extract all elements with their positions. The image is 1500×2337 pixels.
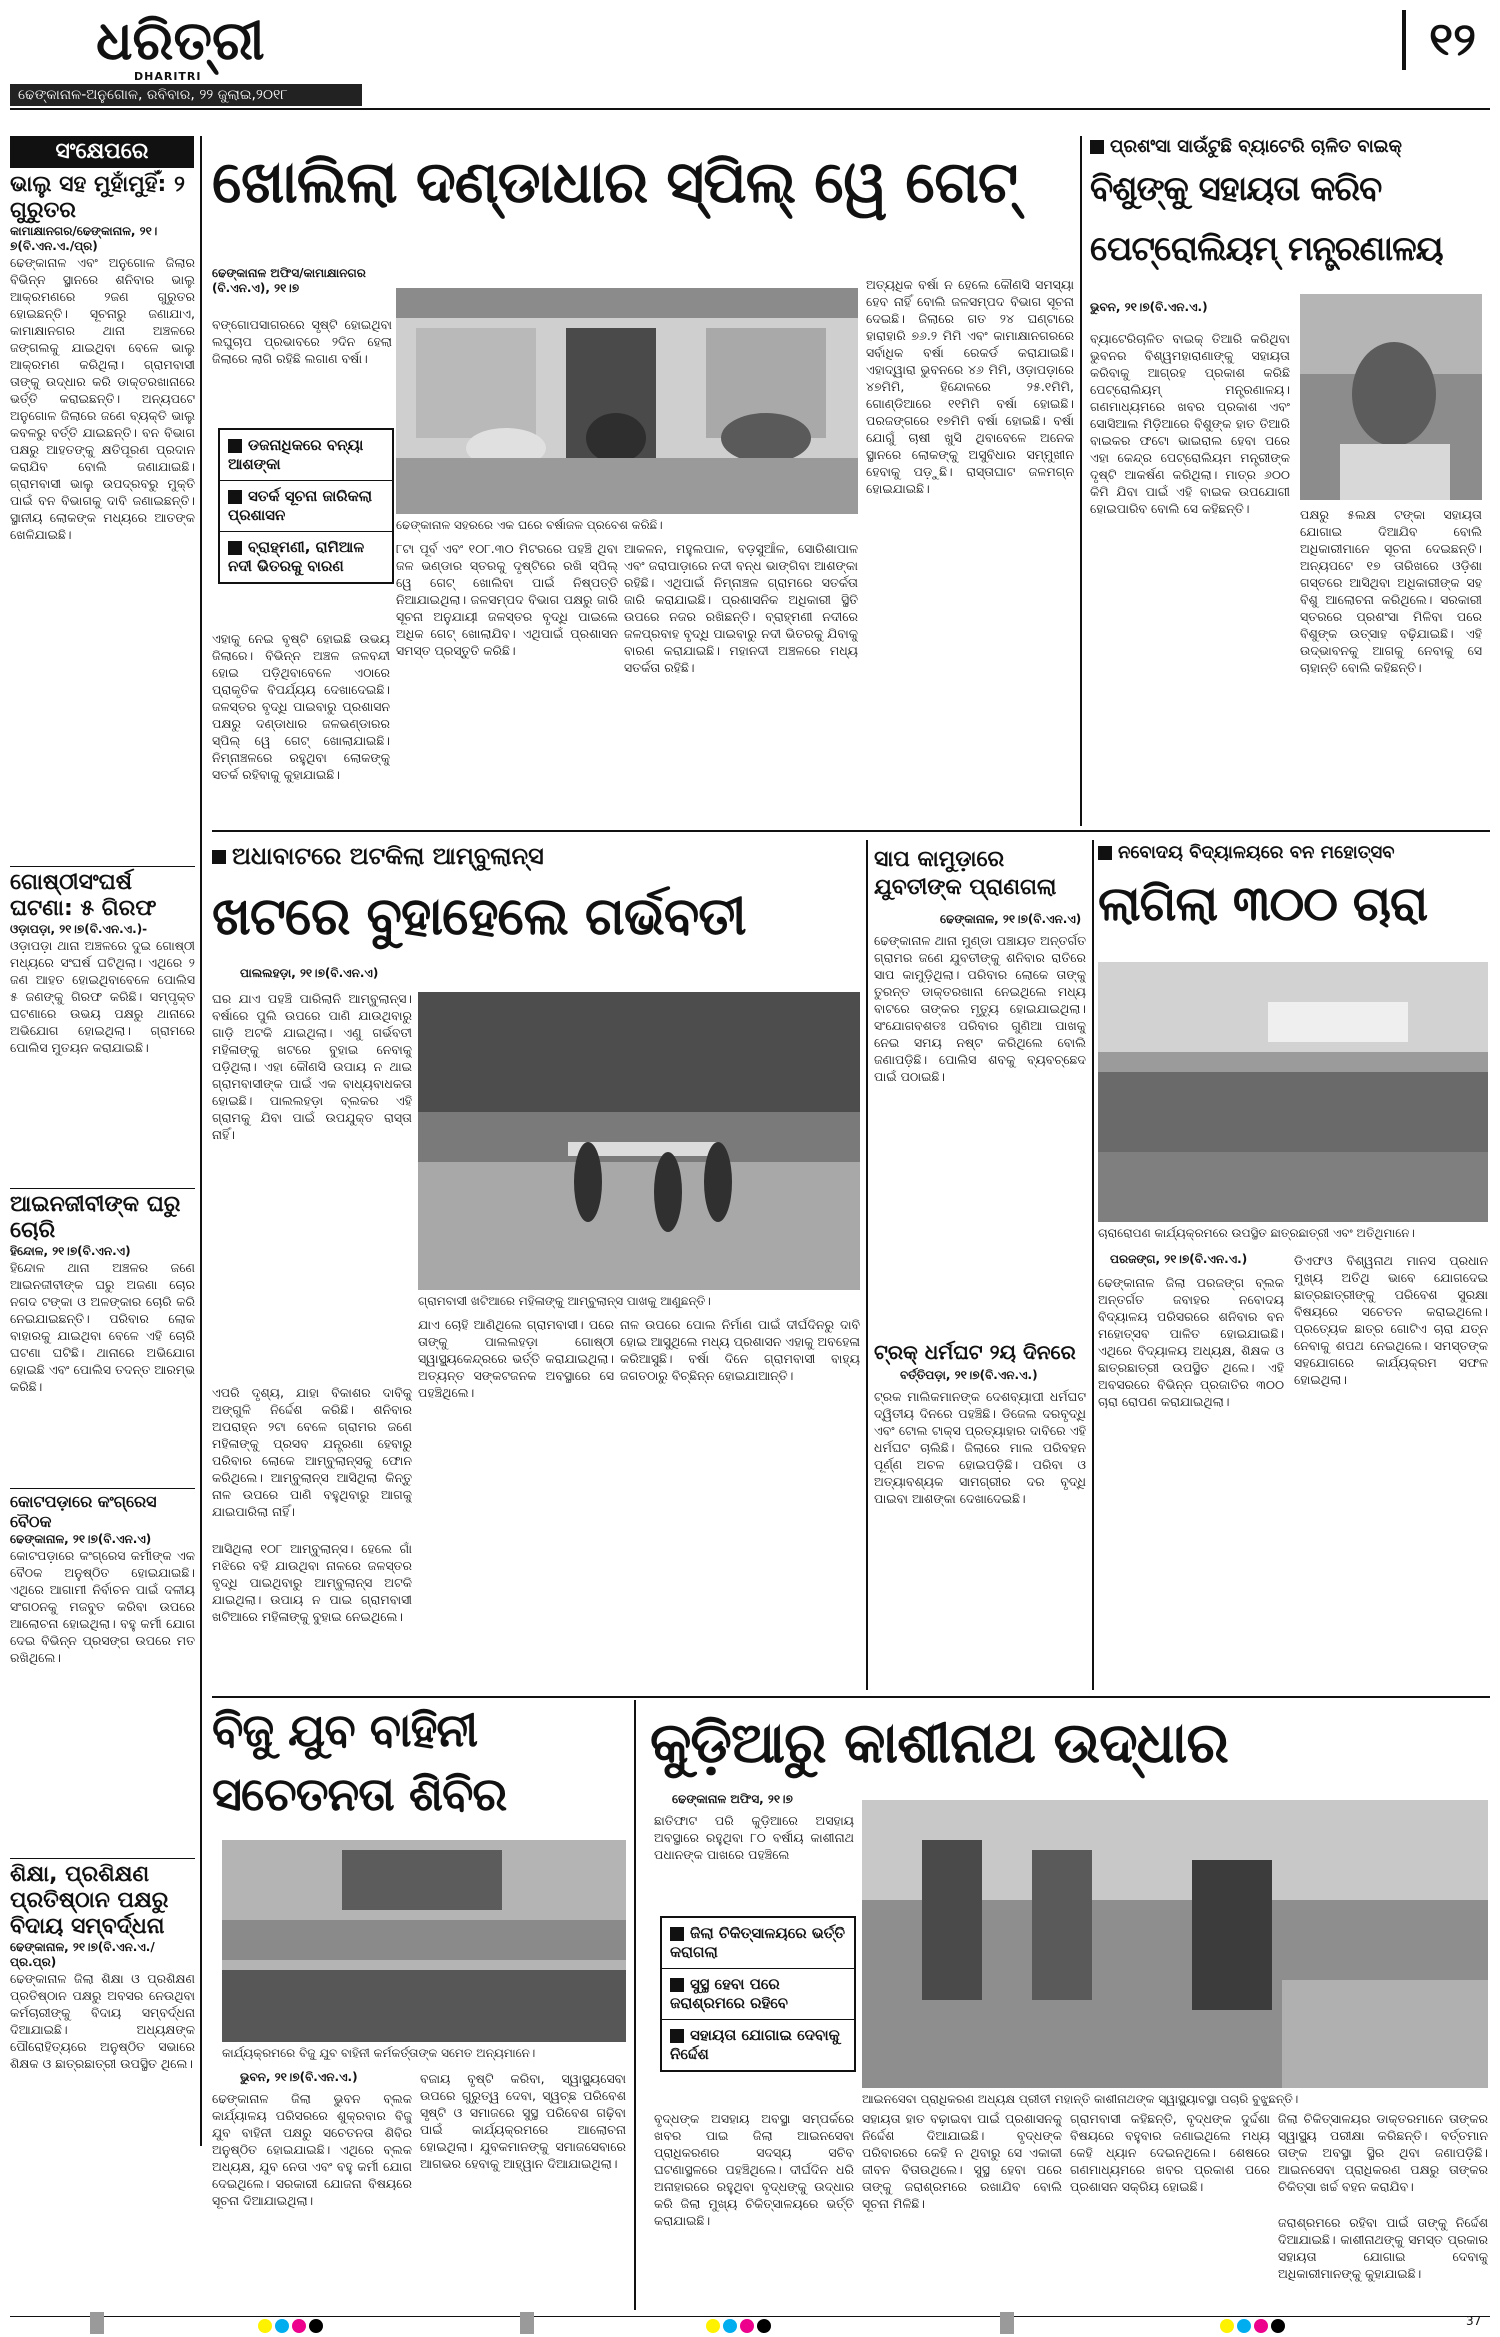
brief-title: ଆଇନଜୀବୀଙ୍କ ଘରୁ ଚୋରି bbox=[10, 1192, 181, 1243]
cyan-dot-icon bbox=[275, 2319, 289, 2333]
bike-col1: ବ୍ୟାଟେରିଚାଳିତ ବାଇକ୍ ତିଆରି କରିଥିବା ଭୁବନର ବିଶ୍ୱମହାରାଣାଙ୍କୁ ସହାୟତା କରିବାକୁ ଆଗ୍ରହ ପ୍ରକାଶ କରିଛି ପେଟ୍ରୋଲିୟମ୍ ମନ୍ତ୍ରଣାଳୟ। ଗଣମାଧ୍ୟମରେ ଖବର ପ୍ରକାଶ ଏବଂ ସୋସିଆଲ ମିଡ଼ିଆରେ ବିଶୁଙ୍କ ହାତ ତିଆରି ବାଇକର ଫଟୋ ଭାଇରାଲ ହେବା ପରେ ଏହା କେନ୍ଦ୍ର ପେଟ୍ରୋଲିୟମ ମନ୍ତ୍ରୀଙ୍କ ଦୃଷ୍ଟି ଆକର୍ଷଣ କରିଥିଲା। ମାତ୍ର ୬୦୦ କିମି ଯିବା ପାଇଁ ଏହି ବାଇକ ଉପଯୋଗୀ ହୋଇପାରିବ ବୋଲି ସେ କହିଛନ୍ତି। bbox=[1090, 331, 1290, 516]
callout-item: ବ୍ରାହ୍ମଣୀ, ରାମିଆଳ ନଦୀ ଭିତରକୁ ବାରଣ bbox=[228, 538, 365, 575]
bjd-headline-line1: ବିଜୁ ଯୁବ ବାହିନୀ bbox=[212, 1703, 478, 1757]
column-divider bbox=[634, 1700, 636, 2310]
kashinath-col5: ଜରାଶ୍ରମରେ ରହିବା ପାଇଁ ତାଙ୍କୁ ନିର୍ଦ୍ଦେଶ ଦିଆଯାଇଛି। କାଶୀନାଥଙ୍କୁ ସମସ୍ତ ପ୍ରକାର ସହାୟତା ଯୋଗାଇ ଦେବାକୁ ଅଧିକାରୀମାନଙ୍କୁ କୁହାଯାଇଛି। bbox=[1278, 2215, 1488, 2281]
ambulance-bottom-col2: ଯାଏ ଚୋହି ଆଣିଥିଲେ ଗ୍ରାମବାସୀ। ପରେ ତାଙ୍କୁ ପାଲଲହଡ଼ା ଗୋଷ୍ଠୀ ସ୍ୱାସ୍ଥ୍ୟକେନ୍ଦ୍ରରେ ଭର୍ତ୍ତି କରାଯାଇଥିଲା। ଅତ୍ୟନ୍ତ ସଙ୍କଟଜନକ ଅବସ୍ଥାରେ ସେ ପହଞ୍ଚିଥିଲେ। bbox=[418, 1317, 614, 1400]
bike-byline: ଭୁବନ, ୨୧।୭(ବି.ଏନ.ଏ.) bbox=[1090, 300, 1208, 314]
brief-body: ଢେଙ୍କାନାଳ ଜିଲା ଶିକ୍ଷା ଓ ପ୍ରଶିକ୍ଷଣ ପ୍ରତିଷ୍ଠାନ ପକ୍ଷରୁ ଅବସର ନେଉଥିବା କର୍ମଚାରୀଙ୍କୁ ବିଦାୟ ସମ୍ବର୍ଦ୍ଧନା ଦିଆଯାଇଛି। ଅଧ୍ୟକ୍ଷଙ୍କ ପୌରୋହିତ୍ୟରେ ଅନୁଷ୍ଠିତ ସଭାରେ ଶିକ୍ଷକ ଓ ଛାତ୍ରଛାତ୍ରୀ ଉପସ୍ଥିତ ଥିଲେ। bbox=[10, 1971, 195, 2071]
snake-body: ଢେଙ୍କାନାଳ ଥାନା ମୁଣ୍ଡା ପଞ୍ଚାୟତ ଅନ୍ତର୍ଗତ ଗ୍ରାମର ଜଣେ ଯୁବତୀଙ୍କୁ ଶନିବାର ରାତିରେ ସାପ କାମୁଡ଼ିଥିଲା। ପରିବାର ଲୋକେ ତାଙ୍କୁ ତୁରନ୍ତ ଡାକ୍ତରଖାନା ନେଇଥିଲେ ମଧ୍ୟ ବାଟରେ ତାଙ୍କର ମୃତ୍ୟୁ ହୋଇଯାଇଥିଲା। ସଂଯୋଗବଶତଃ ପରିବାର ଗୁଣିଆ ପାଖକୁ ନେଇ ସମୟ ନଷ୍ଟ କରିଥିଲେ ବୋଲି ଜଣାପଡ଼ିଛି। ପୋଲିସ ଶବକୁ ବ୍ୟବଚ୍ଛେଦ ପାଇଁ ପଠାଇଛି। bbox=[874, 933, 1086, 1084]
registration-block bbox=[90, 2312, 104, 2334]
bullet-square-icon bbox=[670, 2029, 684, 2043]
black-dot-icon bbox=[309, 2319, 323, 2333]
bike-kicker: ପ୍ରଶଂସା ସାଉଁଟୁଛି ବ୍ୟାଟେରି ଚାଳିତ ବାଇକ୍ bbox=[1090, 136, 1490, 157]
plantation-headline: ଲାଗିଲା ୩୦୦ ଚାରା bbox=[1098, 876, 1428, 932]
ambulance-byline: ପାଲଲହଡ଼ା, ୨୧।୭(ବି.ଏନ.ଏ) bbox=[240, 966, 379, 980]
sidebar-divider bbox=[200, 136, 202, 2146]
kicker-square-icon bbox=[1090, 140, 1104, 154]
black-dot-icon bbox=[1271, 2319, 1285, 2333]
section-rule bbox=[212, 1696, 1490, 1698]
top-story-callout bbox=[218, 428, 394, 584]
bike-headline-line2: ପେଟ୍ରୋଲିୟମ୍ ମନ୍ତ୍ରଣାଳୟ bbox=[1090, 229, 1443, 269]
bjd-headline-line2: ସଚେତନତା ଶିବିର bbox=[212, 1767, 507, 1821]
cyan-dot-icon bbox=[1237, 2319, 1251, 2333]
plantation-photo-caption: ଚାରାରୋପଣ କାର୍ଯ୍ୟକ୍ରମରେ ଉପସ୍ଥିତ ଛାତ୍ରଛାତ୍ରୀ ଏବଂ ଅତିଥିମାନେ। bbox=[1098, 1226, 1415, 1240]
brief-byline: ଓଡ଼ାପଡ଼ା, ୨୧।୭(ବି.ଏନ.ଏ.)- bbox=[10, 922, 148, 936]
brief-congress-meeting bbox=[10, 1492, 195, 1847]
brief-byline: ଢେଙ୍କାନାଳ, ୨୧।୭(ବି.ଏନ.ଏ./ପ୍ର.ପ୍ର) bbox=[10, 1940, 155, 1969]
snake-byline: ଢେଙ୍କାନାଳ, ୨୧।୭(ବି.ଏନ.ଏ) bbox=[940, 912, 1082, 926]
color-registration-marks bbox=[1220, 2318, 1288, 2337]
brief-separator bbox=[10, 1858, 195, 1859]
kicker-square-icon bbox=[1098, 846, 1112, 860]
bjd-col1: ଢେଙ୍କାନାଳ ଜିଲା ଭୁବନ ବ୍ଲକ କାର୍ଯ୍ୟାଳୟ ପରିସରରେ ଶୁକ୍ରବାର ବିଜୁ ଯୁବ ବାହିନୀ ପକ୍ଷରୁ ସଚେତନତା ଶିବିର ଅନୁଷ୍ଠିତ ହୋଇଯାଇଛି। ଏଥିରେ ବ୍ଲକ ଅଧ୍ୟକ୍ଷ, ଯୁବ ନେତା ଏବଂ ବହୁ କର୍ମୀ ଯୋଗ ଦେଇଥିଲେ। ସରକାରୀ ଯୋଜନା ବିଷୟରେ ସୂଚନା ଦିଆଯାଇଥିଲା। bbox=[212, 2091, 412, 2208]
kashinath-byline: ଢେଙ୍କାନାଳ ଅଫିସ, ୨୧।୭ bbox=[672, 1792, 793, 1806]
top-story-col1: ବଙ୍ଗୋପସାଗରରେ ସୃଷ୍ଟି ହୋଇଥିବା ଲଘୁଚାପ ପ୍ରଭାବରେ ୨ଦିନ ହେଲା ଜିଲାରେ ଲାଗି ରହିଛି ଲଗାଣ ବର୍ଷା। bbox=[212, 317, 392, 366]
magenta-dot-icon bbox=[740, 2319, 754, 2333]
masthead-logo-sub: DHARITRI bbox=[134, 70, 202, 83]
brief-clash bbox=[10, 870, 195, 1187]
section-rule bbox=[212, 830, 1490, 832]
registration-block bbox=[520, 2312, 534, 2334]
bike-inventor-photo bbox=[1300, 294, 1482, 500]
top-story-byline: ଢେଙ୍କାନାଳ ଅଫିସ/କାମାକ୍ଷାନଗର (ବି.ଏନ.ଏ), ୨୧।୭ bbox=[212, 266, 366, 295]
bullet-square-icon bbox=[228, 439, 242, 453]
flood-photo-caption: ଢେଙ୍କାନାଳ ସହରରେ ଏକ ଘରେ ବର୍ଷାଜଳ ପ୍ରବେଶ କରିଛି। bbox=[396, 518, 663, 532]
yellow-dot-icon bbox=[1220, 2319, 1234, 2333]
yellow-dot-icon bbox=[258, 2319, 272, 2333]
brief-body: ହିନ୍ଦୋଳ ଥାନା ଅଞ୍ଚଳର ଜଣେ ଆଇନଜୀବୀଙ୍କ ଘରୁ ଅଜଣା ଚୋର ନଗଦ ଟଙ୍କା ଓ ଅଳଙ୍କାର ଚୋରି କରି ନେଇଯାଇଛନ୍ତି। ପରିବାର ଲୋକ ବାହାରକୁ ଯାଇଥିବା ବେଳେ ଏହି ଚୋରି ଘଟଣା ଘଟିଛି। ଥାନାରେ ଅଭିଯୋଗ ହୋଇଛି ଏବଂ ପୋଲିସ ତଦନ୍ତ ଆରମ୍ଭ କରିଛି। bbox=[10, 1260, 195, 1394]
top-story-col2: ୮ଟା ପୂର୍ବ ଏବଂ ୧୦୮.୩୦ ମିଟରରେ ପହଞ୍ଚି ଥିବା ଜଳ ଭଣ୍ଡାର ସ୍ତରକୁ ଦୃଷ୍ଟିରେ ରଖି ସ୍ପିଲ୍ ୱେ ଗେଟ୍ ଖୋଲିବା ପାଇଁ ନିଷ୍ପତ୍ତି ନିଆଯାଇଥିଲା। ଜଳସମ୍ପଦ ବିଭାଗ ପକ୍ଷରୁ ଜାରି ସୂଚନା ଅନୁଯାୟୀ ଜଳସ୍ତର ବୃଦ୍ଧି ପାଇଲେ ଅଧିକ ଗେଟ୍ ଖୋଲାଯିବ। ଏଥିପାଇଁ ପ୍ରଶାସନ ସମସ୍ତ ପ୍ରସ୍ତୁତି କରିଛି। bbox=[396, 541, 618, 658]
masthead-divider bbox=[1402, 10, 1406, 70]
column-divider bbox=[866, 840, 868, 1690]
kashinath-photo-caption: ଆଇନସେବା ପ୍ରାଧିକରଣ ଅଧ୍ୟକ୍ଷ ପ୍ରୀତୀ ମହାନ୍ତି କାଶୀନାଥଙ୍କ ସ୍ୱାସ୍ଥ୍ୟାବସ୍ଥା ପଚାରି ବୁଝୁଛନ୍ତି। bbox=[862, 2092, 1299, 2106]
callout-item: ସହାୟତା ଯୋଗାଇ ଦେବାକୁ ନିର୍ଦ୍ଦେଶ bbox=[670, 2026, 840, 2063]
brief-bear-attack bbox=[10, 172, 195, 874]
footer-rule bbox=[10, 2316, 1490, 2317]
ambulance-photo-caption: ଗ୍ରାମବାସୀ ଖଟିଆରେ ମହିଳାଙ୍କୁ ଆମ୍ବୁଲାନ୍ସ ପାଖକୁ ଆଣୁଛନ୍ତି। bbox=[418, 1294, 711, 1308]
bjd-photo-caption: କାର୍ଯ୍ୟକ୍ରମରେ ବିଜୁ ଯୁବ ବାହିନୀ କର୍ମକର୍ତ୍ତାଙ୍କ ସମେତ ଅନ୍ୟମାନେ। bbox=[222, 2046, 536, 2060]
plantation-group-image bbox=[1098, 962, 1488, 1222]
bullet-square-icon bbox=[670, 1978, 684, 1992]
folio-number: 37 bbox=[1466, 2314, 1482, 2328]
bullet-square-icon bbox=[228, 541, 242, 555]
brief-byline: କାମାକ୍ଷାନଗର/ଢେଙ୍କାନାଳ, ୨୧।୭(ବି.ଏନ.ଏ./ପ୍ର) bbox=[10, 224, 158, 253]
portrait-image bbox=[1300, 294, 1482, 500]
brief-title: ଶିକ୍ଷା, ପ୍ରଶିକ୍ଷଣ ପ୍ରତିଷ୍ଠାନ ପକ୍ଷରୁ ବିଦାୟ ସମ୍ବର୍ଦ୍ଧନା bbox=[10, 1862, 169, 1939]
brief-body: ଢେଙ୍କାନାଳ ଏବଂ ଅନୁଗୋଳ ଜିଲାର ବିଭିନ୍ନ ସ୍ଥାନରେ ଶନିବାର ଭାଲୁ ଆକ୍ରମଣରେ ୨ଜଣ ଗୁରୁତର ହୋଇଛନ୍ତି। ସୂଚନାରୁ ଜଣାଯାଏ, କାମାକ୍ଷାନଗର ଥାନା ଅଞ୍ଚଳରେ ଜଙ୍ଗଲକୁ ଯାଇଥିବା ବେଳେ ଭାଲୁ ଆକ୍ରମଣ କରିଥିଲା। ଗ୍ରାମବାସୀ ତାଙ୍କୁ ଉଦ୍ଧାର କରି ଡାକ୍ତରଖାନାରେ ଭର୍ତ୍ତି କରାଇଛନ୍ତି। ଅନ୍ୟପଟେ ଅନୁଗୋଳ ଜିଲାରେ ଜଣେ ବ୍ୟକ୍ତି ଭାଲୁ କବଳରୁ ବର୍ତ୍ତି ଯାଇଛନ୍ତି। ବନ ବିଭାଗ ପକ୍ଷରୁ ଆହତଙ୍କୁ କ୍ଷତିପୂରଣ ପ୍ରଦାନ କରାଯିବ ବୋଲି ଜଣାଯାଇଛି। ଗ୍ରାମବାସୀ ଭାଲୁ ଉପଦ୍ରବରୁ ମୁକ୍ତି ପାଇଁ ବନ ବିଭାଗକୁ ଦାବି ଜଣାଇଛନ୍ତି। ସ୍ଥାନୀୟ ଲୋକଙ୍କ ମଧ୍ୟରେ ଆତଙ୍କ ଖେଳିଯାଇଛି। bbox=[10, 255, 195, 542]
top-story-col1b: ଏହାକୁ ନେଇ ବୃଷ୍ଟି ହୋଇଛି ଉଭୟ ଜିଲାରେ। ବିଭିନ୍ନ ଅଞ୍ଚଳ ଜଳବନ୍ଦୀ ହୋଇ ପଡ଼ିଥିବାବେଳେ ଏଠାରେ ପ୍ରାକୃତିକ ବିପର୍ଯ୍ୟୟ ଦେଖାଦେଇଛି। ଜଳସ୍ତର ବୃଦ୍ଧି ପାଇବାରୁ ପ୍ରଶାସନ ପକ୍ଷରୁ ଦଣ୍ଡାଧାର ଜଳଭଣ୍ଡାରର ସ୍ପିଲ୍ ୱେ ଗେଟ୍ ଖୋଲାଯାଇଛି। ନିମ୍ନାଞ୍ଚଳରେ ରହୁଥିବା ଲୋକଙ୍କୁ ସତର୍କ ରହିବାକୁ କୁହାଯାଇଛି। bbox=[212, 631, 390, 782]
page-number: ୧୨ bbox=[1429, 12, 1476, 66]
cyan-dot-icon bbox=[723, 2319, 737, 2333]
color-registration-marks bbox=[258, 2318, 326, 2337]
kicker-square-icon bbox=[212, 850, 226, 864]
top-story-col3: ଆକଳନ, ମହୁଲପାଳ, ବଡ଼ସୁଆଁଳ, ସୋରିଶାପାଳ ଏବଂ ଜରାପାଡ଼ାରେ ନଦୀ ବନ୍ଧ ଭାଙ୍ଗିବା ଆଶଙ୍କା ରହିଛି। ଏଥିପାଇଁ ନିମ୍ନାଞ୍ଚଳ ଗ୍ରାମରେ ସତର୍କତା ଜାରି କରାଯାଇଛି। ପ୍ରଶାସନିକ ଅଧିକାରୀ ସ୍ଥିତି ଉପରେ ନଜର ରଖିଛନ୍ତି। ବ୍ରାହ୍ମଣୀ ନଦୀରେ ଜଳପ୍ରବାହ ବୃଦ୍ଧି ପାଇବାରୁ ନଦୀ ଭିତରକୁ ଯିବାକୁ ବାରଣ କରାଯାଇଛି। ମହାନଦୀ ଅଞ୍ଚଳରେ ମଧ୍ୟ ସତର୍କତା ରହିଛି। bbox=[624, 541, 858, 675]
ambulance-photo bbox=[418, 992, 860, 1290]
kashinath-headline: କୁଡ଼ିଆରୁ କାଶୀନାଥ ଉଦ୍ଧାର bbox=[650, 1711, 1228, 1776]
flood-photo bbox=[396, 288, 858, 514]
brief-byline: ଢେଙ୍କାନାଳ, ୨୧।୭(ବି.ଏନ.ଏ) bbox=[10, 1532, 152, 1546]
snake-headline: ସାପ କାମୁଡ଼ାରେ ଯୁବତୀଙ୍କ ପ୍ରାଣଗଲା bbox=[874, 847, 1057, 900]
kashinath-photo bbox=[862, 1800, 1488, 2088]
masthead-logo: ଧରିତ୍ରୀ bbox=[96, 8, 265, 72]
flood-rescue-image bbox=[418, 992, 860, 1290]
brief-title: ଗୋଷ୍ଠୀସଂଘର୍ଷ ଘଟଣା: ୫ ଗିରଫ bbox=[10, 870, 157, 921]
kashinath-col4: ଜିଲା ଚିକିତ୍ସାଳୟର ଡାକ୍ତରମାନେ ତାଙ୍କର ସ୍ୱାସ୍ଥ୍ୟ ପରୀକ୍ଷା କରିଛନ୍ତି। ବର୍ତ୍ତମାନ ତାଙ୍କ ଅବସ୍ଥା ସ୍ଥିର ଥିବା ଜଣାପଡ଼ିଛି। ଆଇନସେବା ପ୍ରାଧିକରଣ ପକ୍ଷରୁ ତାଙ୍କର ଚିକିତ୍ସା ଖର୍ଚ୍ଚ ବହନ କରାଯିବ। bbox=[1278, 2111, 1488, 2194]
bjd-photo bbox=[222, 1840, 626, 2042]
header-rule bbox=[10, 108, 1490, 110]
black-dot-icon bbox=[757, 2319, 771, 2333]
plantation-byline: ପରଜଙ୍ଗ, ୨୧।୭(ବି.ଏନ.ଏ.) bbox=[1110, 1252, 1248, 1266]
ambulance-bottom-col3: ନାଳ ଉପରେ ପୋଲ ନିର୍ମାଣ ପାଇଁ ଦୀର୍ଘଦିନରୁ ଦାବି ହୋଇ ଆସୁଥିଲେ ମଧ୍ୟ ପ୍ରଶାସନ ଏହାକୁ ଅବହେଳା କରିଆସୁଛି। ବର୍ଷା ଦିନେ ଗ୍ରାମବାସୀ ବାହ୍ୟ ଜଗତଠାରୁ ବିଚ୍ଛିନ୍ନ ହୋଇଯାଆନ୍ତି। bbox=[620, 1317, 860, 1383]
kashinath-col1: ବୃଦ୍ଧଙ୍କ ଅସହାୟ ଅବସ୍ଥା ସମ୍ପର୍କରେ ଖବର ପାଇ ଜିଲା ଆଇନସେବା ପ୍ରାଧିକରଣର ସଦସ୍ୟ ସଚିବ ଘଟଣାସ୍ଥଳରେ ପହଞ୍ଚିଥିଲେ। ଦୀର୍ଘଦିନ ଧରି ଅନାହାରରେ ରହୁଥିବା ବୃଦ୍ଧଙ୍କୁ ଉଦ୍ଧାର କରି ଜିଲା ମୁଖ୍ୟ ଚିକିତ୍ସାଳୟରେ ଭର୍ତ୍ତି କରାଯାଇଛି। bbox=[654, 2111, 854, 2228]
flood-photo-image bbox=[396, 288, 858, 514]
ambulance-col1: ଘର ଯାଏ ପହଞ୍ଚି ପାରିଲାନି ଆମ୍ବୁଲାନ୍ସ। ବର୍ଷାରେ ପୁଲି ଉପରେ ପାଣି ଯାଉଥିବାରୁ ଗାଡ଼ି ଅଟକି ଯାଇଥିଲା। ଏଣୁ ଗର୍ଭବତୀ ମହିଳାଙ୍କୁ ଖଟରେ ବୁହାଇ ନେବାକୁ ପଡ଼ିଥିଲା। ଏହା କୌଣସି ଉପାୟ ନ ଥାଇ ଗ୍ରାମବାସୀଙ୍କ ପାଇଁ ଏକ ବାଧ୍ୟବାଧକତା ହୋଇଛି। ପାଲଲହଡ଼ା ବ୍ଲକର ଏହି ଗ୍ରାମକୁ ଯିବା ପାଇଁ ଉପଯୁକ୍ତ ରାସ୍ତା ନାହିଁ। bbox=[212, 991, 412, 1142]
column-divider bbox=[1092, 840, 1094, 1690]
yellow-dot-icon bbox=[706, 2319, 720, 2333]
color-registration-marks bbox=[706, 2318, 774, 2337]
plantation-col2: ଡିଏଫଓ ବିଶ୍ୱନାଥ ମାନସ ପ୍ରଧାନ ମୁଖ୍ୟ ଅତିଥି ଭାବେ ଯୋଗଦେଇ ଛାତ୍ରଛାତ୍ରୀଙ୍କୁ ପରିବେଶ ସୁରକ୍ଷା ବିଷୟରେ ସଚେତନ କରାଇଥିଲେ। ପ୍ରତ୍ୟେକ ଛାତ୍ର ଗୋଟିଏ ଚାରା ଯତ୍ନ ନେବାକୁ ଶପଥ ନେଇଥିଲେ। ସମସ୍ତଙ୍କ ସହଯୋଗରେ କାର୍ଯ୍ୟକ୍ରମ ସଫଳ ହୋଇଥିଲା। bbox=[1294, 1253, 1488, 1387]
registration-block bbox=[1000, 2312, 1014, 2334]
truck-byline: ବର୍ତ୍ତିପଡ଼ା, ୨୧।୭(ବି.ଏନ.ଏ.) bbox=[900, 1368, 1038, 1382]
bullet-square-icon bbox=[670, 1927, 684, 1941]
brief-theft bbox=[10, 1192, 195, 1499]
bjd-col2: ବଜାୟ ବୃଷ୍ଟି କରିବା, ସ୍ୱାସ୍ଥ୍ୟସେବା ଉପରେ ଗୁରୁତ୍ୱ ଦେବା, ସ୍ୱଚ୍ଛ ପରିବେଶ ସୃଷ୍ଟି ଓ ସମାଜରେ ସୁସ୍ଥ ପରିବେଶ ଗଢ଼ିବା ପାଇଁ କାର୍ଯ୍ୟକ୍ରମରେ ଆଲୋଚନା ହୋଇଥିଲା। ଯୁବକମାନଙ୍କୁ ସମାଜସେବାରେ ଆଗଭର ହେବାକୁ ଆହ୍ୱାନ ଦିଆଯାଇଥିଲା। bbox=[420, 2071, 626, 2171]
brief-separator bbox=[10, 1488, 195, 1489]
sidebar-section-label: ସଂକ୍ଷେପରେ bbox=[10, 136, 194, 168]
brief-title: ଭାଲୁ ସହ ମୁହାଁମୁହିଁ: ୨ ଗୁରୁତର bbox=[10, 172, 185, 223]
ambulance-bottom-col1: ଆସିଥିଲା ୧୦୮ ଆମ୍ବୁଲାନ୍ସ। ହେଲେ ଗାଁ ମଝିରେ ବହି ଯାଉଥିବା ନାଳରେ ଜଳସ୍ତର ବୃଦ୍ଧି ପାଇଥିବାରୁ ଆମ୍ବୁଲାନ୍ସ ଅଟକି ଯାଇଥିଲା। ଉପାୟ ନ ପାଇ ଗ୍ରାମବାସୀ ଖଟିଆରେ ମହିଳାଙ୍କୁ ବୁହାଇ ନେଇଥିଲେ। bbox=[212, 1541, 412, 1624]
magenta-dot-icon bbox=[292, 2319, 306, 2333]
bike-headline-line1: ବିଶୁଙ୍କୁ ସହାୟତା କରିବ bbox=[1090, 169, 1382, 209]
bullet-square-icon bbox=[228, 490, 242, 504]
brief-body: ଓଡ଼ାପଡ଼ା ଥାନା ଅଞ୍ଚଳରେ ଦୁଇ ଗୋଷ୍ଠୀ ମଧ୍ୟରେ ସଂଘର୍ଷ ଘଟିଥିଲା। ଏଥିରେ ୨ ଜଣ ଆହତ ହୋଇଥିବାବେଳେ ପୋଲିସ ୫ ଜଣଙ୍କୁ ଗିରଫ କରିଛି। ସମ୍ପୃକ୍ତ ଘଟଣାରେ ଉଭୟ ପକ୍ଷରୁ ଥାନାରେ ଅଭିଯୋଗ ହୋଇଥିଲା। ଗ୍ରାମରେ ପୋଲିସ ମୁତୟନ କରାଯାଇଛି। bbox=[10, 938, 195, 1055]
brief-title: କୋଟପଡ଼ାରେ କଂଗ୍ରେସ ବୈଠକ bbox=[10, 1492, 157, 1531]
hospital-visit-image bbox=[862, 1800, 1488, 2088]
brief-body: କୋଟପଡ଼ାରେ କଂଗ୍ରେସ କର୍ମୀଙ୍କ ଏକ ବୈଠକ ଅନୁଷ୍ଠିତ ହୋଇଯାଇଛି। ଏଥିରେ ଆଗାମୀ ନିର୍ବାଚନ ପାଇଁ ଦଳୀୟ ସଂଗଠନକୁ ମଜବୁତ କରିବା ଉପରେ ଆଲୋଚନା ହୋଇଥିଲା। ବହୁ କର୍ମୀ ଯୋଗ ଦେଇ ବିଭିନ୍ନ ପ୍ରସଙ୍ଗ ଉପରେ ମତ ରଖିଥିଲେ। bbox=[10, 1548, 195, 1665]
plantation-kicker: ନବୋଦୟ ବିଦ୍ୟାଳୟରେ ବନ ମହୋତ୍ସବ bbox=[1098, 842, 1488, 863]
dateline: ଢେଙ୍କାନାଳ-ଅନୁଗୋଳ, ରବିବାର, ୨୨ ଜୁଲାଇ,୨୦୧୮ bbox=[10, 84, 362, 106]
callout-item: ଜିଲା ଚିକିତ୍ସାଳୟରେ ଭର୍ତ୍ତି କରାଗଲା bbox=[662, 1918, 854, 1969]
column-divider bbox=[1080, 136, 1082, 826]
magenta-dot-icon bbox=[1254, 2319, 1268, 2333]
kashinath-col3: ଗ୍ରାମବାସୀ କହିଛନ୍ତି, ବୃଦ୍ଧଙ୍କ ଦୁର୍ଦ୍ଦଶା ବିଷୟରେ ବହୁବାର ଜଣାଇଥିଲେ ମଧ୍ୟ କେହି ଧ୍ୟାନ ଦେଇନଥିଲେ। ଶେଷରେ ଗଣମାଧ୍ୟମରେ ଖବର ପ୍ରକାଶ ପରେ ପ୍ରଶାସନ ସକ୍ରିୟ ହୋଇଛି। bbox=[1070, 2111, 1270, 2194]
brief-byline: ହିନ୍ଦୋଳ, ୨୧।୭(ବି.ଏନ.ଏ) bbox=[10, 1244, 131, 1258]
kashinath-callout bbox=[660, 1916, 856, 2072]
top-story-col4: ଅତ୍ୟଧିକ ବର୍ଷା ନ ହେଲେ କୌଣସି ସମସ୍ୟା ହେବ ନାହିଁ ବୋଲି ଜଳସମ୍ପଦ ବିଭାଗ ସୂଚନା ଦେଇଛି। ଜିଲାରେ ଗତ ୨୪ ଘଣ୍ଟାରେ ହାରାହାରି ୭୬.୨ ମିମି ଏବଂ କାମାକ୍ଷାନଗରରେ ସର୍ବାଧିକ ବର୍ଷା ରେକର୍ଡ କରାଯାଇଛି। ଏହାଦ୍ୱାରା ଭୁବନରେ ୪୬ ମିମି, ଓଡ଼ାପଡ଼ାରେ ୪୭ମିମି, ହିନ୍ଦୋଳରେ ୨୫.୧ମିମି, ଗୋଣ୍ଡିଆରେ ୧୧ମିମି ବର୍ଷା ହୋଇଛି। ପରଜଙ୍ଗରେ ୧୭ମିମି ବର୍ଷା ହୋଇଛି। ବର୍ଷା ଯୋଗୁଁ ଚାଷୀ ଖୁସି ଥିବାବେଳେ ଅନେକ ସ୍ଥାନରେ ଲୋକଙ୍କୁ ଅସୁବିଧାର ସମ୍ମୁଖୀନ ହେବାକୁ ପଡ଼ୁଛି। ରାସ୍ତାଘାଟ ଜଳମଗ୍ନ ହୋଇଯାଇଛି। bbox=[866, 277, 1074, 496]
kashinath-lead: ଛାତିଫାଟ ପରି କୁଡ଼ିଆରେ ଅସହାୟ ଅବସ୍ଥାରେ ରହୁଥିବା ୮୦ ବର୍ଷୀୟ କାଶୀନାଥ ପଧାନଙ୍କ ପାଖରେ ପହଞ୍ଚିଲେ bbox=[654, 1813, 854, 1862]
ambulance-kicker: ଅଧାବାଟରେ ଅଟକିଲା ଆମ୍ବୁଲାନ୍ସ bbox=[212, 842, 692, 870]
truck-body: ଟ୍ରକ ମାଲିକମାନଙ୍କ ଦେଶବ୍ୟାପୀ ଧର୍ମଘଟ ଦ୍ୱିତୀୟ ଦିନରେ ପହଞ୍ଚିଛି। ଡିଜେଲ ଦରବୃଦ୍ଧି ଏବଂ ଟୋଲ ଟାକ୍ସ ପ୍ରତ୍ୟାହାର ଦାବିରେ ଏହି ଧର୍ମଘଟ ଚାଲିଛି। ଜିଲାରେ ମାଲ ପରିବହନ ପୂର୍ଣ୍ଣ ଅଚଳ ହୋଇପଡ଼ିଛି। ପରିବା ଓ ଅତ୍ୟାବଶ୍ୟକ ସାମଗ୍ରୀର ଦର ବୃଦ୍ଧି ପାଇବା ଆଶଙ୍କା ଦେଖାଦେଇଛି। bbox=[874, 1389, 1086, 1506]
ambulance-headline: ଖଟରେ ବୁହାହେଲେ ଗର୍ଭବତୀ bbox=[212, 887, 746, 947]
meeting-image bbox=[222, 1840, 626, 2042]
brief-farewell bbox=[10, 1862, 195, 2160]
kashinath-col2: ସହାୟତା ହାତ ବଢ଼ାଇବା ପାଇଁ ପ୍ରଶାସନକୁ ନିର୍ଦ୍ଦେଶ ଦିଆଯାଇଛି। ବୃଦ୍ଧଙ୍କ ପରିବାରରେ କେହି ନ ଥିବାରୁ ସେ ଏକାକୀ ଜୀବନ ବିତାଉଥିଲେ। ସୁସ୍ଥ ହେବା ପରେ ତାଙ୍କୁ ଜରାଶ୍ରମରେ ରଖାଯିବ ବୋଲି ସୂଚନା ମିଳିଛି। bbox=[862, 2111, 1062, 2211]
plantation-photo bbox=[1098, 962, 1488, 1222]
top-story-headline: ଖୋଲିଲା ଦଣ୍ଡାଧାର ସ୍ପିଲ୍ ୱେ ଗେଟ୍ bbox=[212, 148, 1018, 216]
callout-item: ଡଜନାଧିକରେ ବନ୍ୟା ଆଶଙ୍କା bbox=[220, 430, 392, 481]
truck-headline: ଟ୍ରକ୍ ଧର୍ମଘଟ ୨ୟ ଦିନରେ bbox=[874, 1340, 1076, 1364]
brief-separator bbox=[10, 1188, 195, 1189]
callout-item: ସତର୍କ ସୂଚନା ଜାରିକଲା ପ୍ରଶାସନ bbox=[220, 481, 392, 532]
plantation-col1: ଢେଙ୍କାନାଳ ଜିଲା ପରଜଙ୍ଗ ବ୍ଲକ ଅନ୍ତର୍ଗତ ଜବାହର ନବୋଦୟ ବିଦ୍ୟାଳୟ ପରିସରରେ ଶନିବାର ବନ ମହୋତ୍ସବ ପାଳିତ ହୋଇଯାଇଛି। ଏଥିରେ ବିଦ୍ୟାଳୟ ଅଧ୍ୟକ୍ଷ, ଶିକ୍ଷକ ଓ ଛାତ୍ରଛାତ୍ରୀ ଉପସ୍ଥିତ ଥିଲେ। ଏହି ଅବସରରେ ବିଭିନ୍ନ ପ୍ରଜାତିର ୩୦୦ ଚାରା ରୋପଣ କରାଯାଇଥିଲା। bbox=[1098, 1275, 1284, 1409]
bike-col2: ପକ୍ଷରୁ ୫ଲକ୍ଷ ଟଙ୍କା ସହାୟତା ଯୋଗାଇ ଦିଆଯିବ ବୋଲି ଅଧିକାରୀମାନେ ସୂଚନା ଦେଇଛନ୍ତି। ଅନ୍ୟପଟେ ୧୭ ତାରିଖରେ ଓଡ଼ିଶା ଗସ୍ତରେ ଆସିଥିବା ଅଧିକାରୀଙ୍କ ସହ ବିଶୁ ଆଲୋଚନା କରିଥିଲେ। ସରକାରୀ ସ୍ତରରେ ପ୍ରଶଂସା ମିଳିବା ପରେ ବିଶୁଙ୍କ ଉତ୍ସାହ ବଢ଼ିଯାଇଛି। ଏହି ଉଦ୍ଭାବନକୁ ଆଗକୁ ନେବାକୁ ସେ ଚାହାନ୍ତି ବୋଲି କହିଛନ୍ତି। bbox=[1300, 507, 1482, 675]
callout-item: ସୁସ୍ଥ ହେବା ପରେ ଜରାଶ୍ରମରେ ରହିବେ bbox=[662, 1969, 854, 2020]
brief-separator bbox=[10, 866, 195, 867]
ambulance-col2: ଏପରି ଦୃଶ୍ୟ, ଯାହା ବିକାଶର ଦାବିକୁ ଅଙ୍ଗୁଳି ନିର୍ଦ୍ଦେଶ କରିଛି। ଶନିବାର ଅପରାହ୍ନ ୨ଟା ବେଳେ ଗ୍ରାମର ଜଣେ ମହିଳାଙ୍କୁ ପ୍ରସବ ଯନ୍ତ୍ରଣା ହେବାରୁ ପରିବାର ଲୋକେ ଆମ୍ବୁଲାନ୍ସକୁ ଫୋନ କରିଥିଲେ। ଆମ୍ବୁଲାନ୍ସ ଆସିଥିଲା କିନ୍ତୁ ନାଳ ଉପରେ ପାଣି ବହୁଥିବାରୁ ଆଗକୁ ଯାଇପାରିଲା ନାହିଁ। bbox=[212, 1385, 412, 1519]
bjd-byline: ଭୁବନ, ୨୧।୭(ବି.ଏନ.ଏ.) bbox=[240, 2070, 358, 2084]
